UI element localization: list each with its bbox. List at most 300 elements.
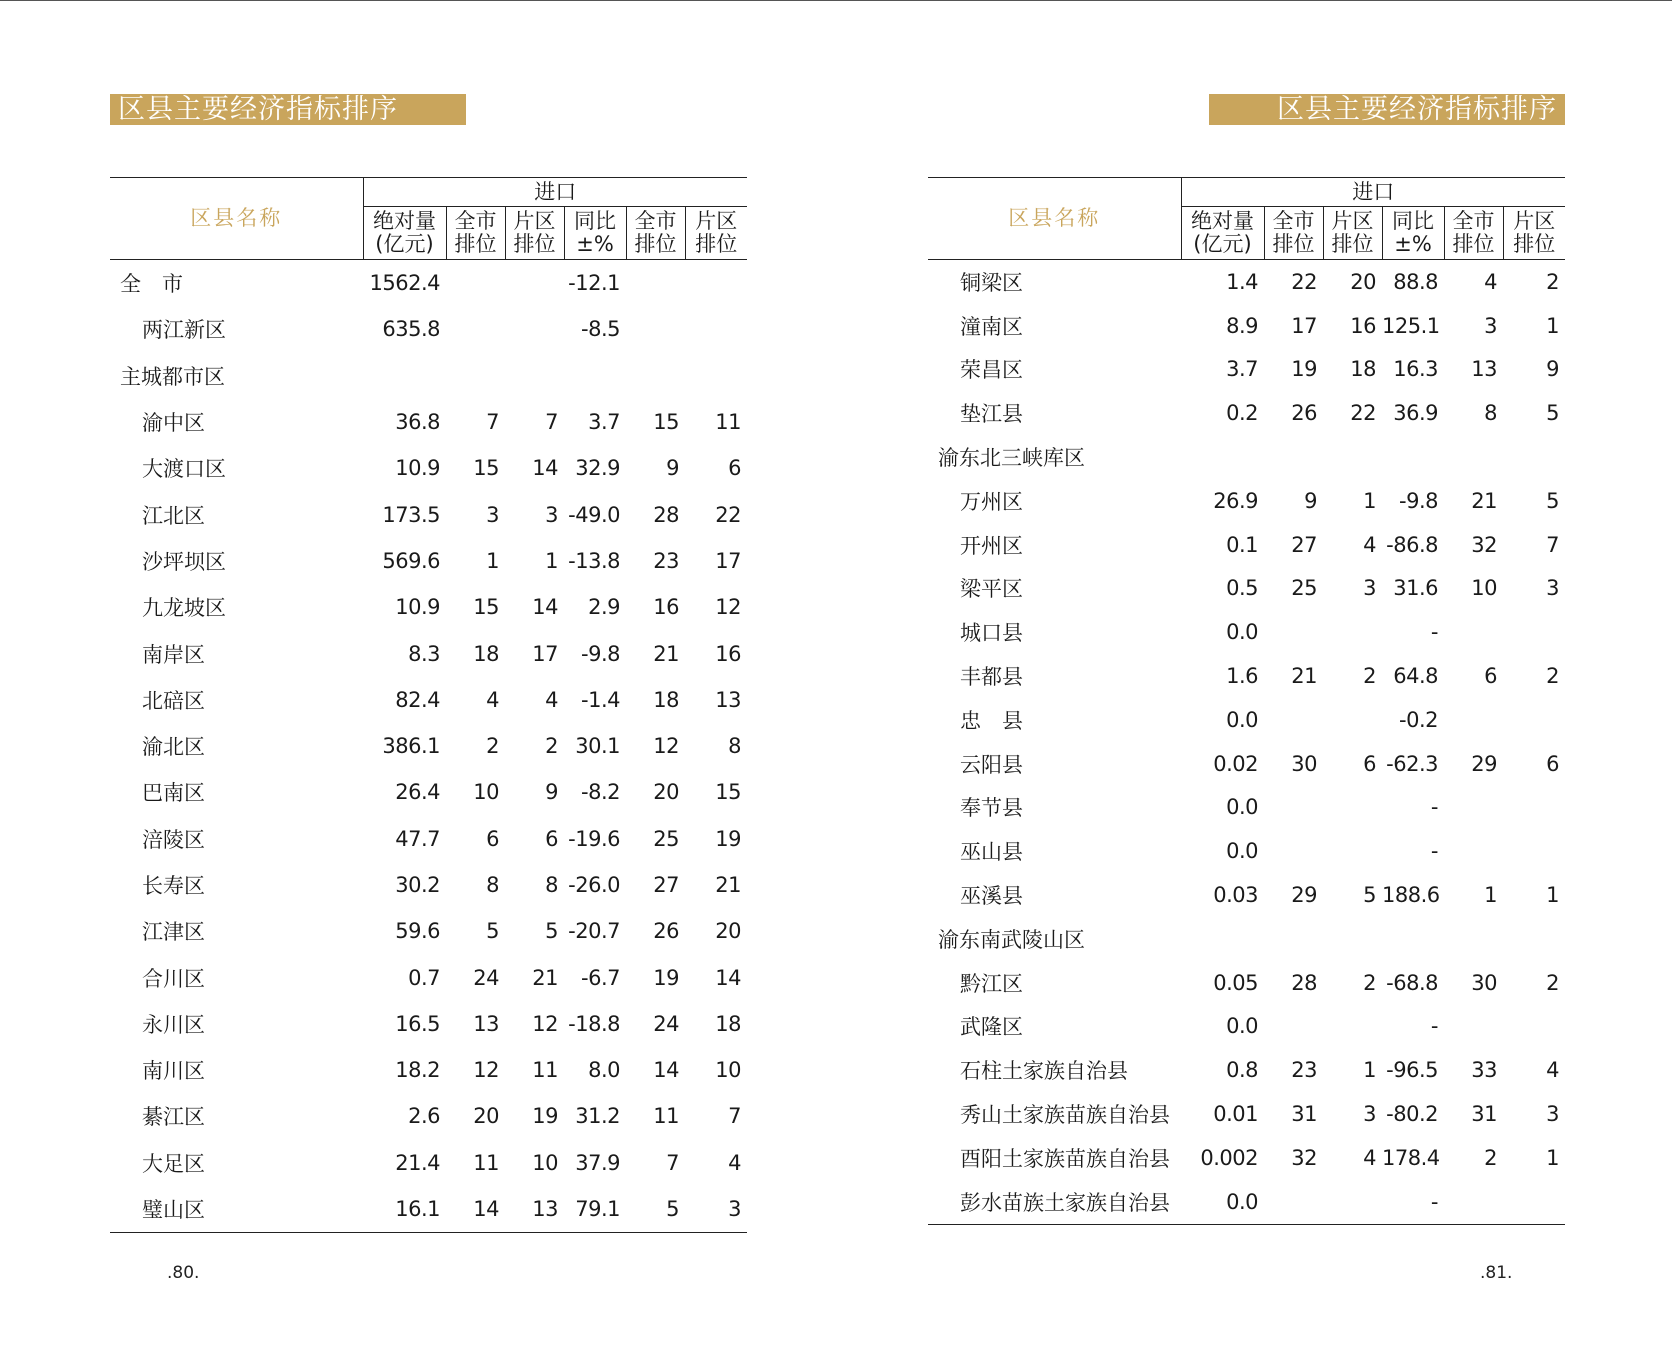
import-value: 18.2: [395, 1058, 440, 1083]
table-row: [110, 306, 747, 352]
yoy-change: -8.5: [581, 317, 620, 342]
city-rank: 8: [486, 873, 499, 897]
yoy-city-rank: [1444, 435, 1503, 479]
city-rank: 25: [1291, 576, 1317, 601]
yoy-zone-rank: 16: [715, 641, 742, 666]
table-row: [928, 698, 1565, 742]
yoy-change: 3.7: [588, 410, 620, 435]
city-rank: 5: [486, 919, 499, 944]
table-row: [110, 1047, 747, 1093]
import-value: 8.9: [1226, 313, 1258, 338]
yoy-zone-rank: 1: [1546, 313, 1560, 338]
district-name: 渝北区: [142, 735, 205, 760]
zone-rank: [505, 260, 564, 307]
import-value: [1181, 435, 1264, 479]
yoy-city-rank: [1444, 786, 1503, 830]
table-row: [110, 1093, 747, 1139]
yoy-city-rank: 23: [653, 548, 679, 573]
yoy-change: -0.2: [1399, 707, 1438, 732]
import-value: 0.7: [408, 965, 440, 990]
page-number: .81.: [1480, 1263, 1513, 1283]
table-row: [110, 954, 747, 1000]
yoy-zone-rank: [1503, 1180, 1565, 1224]
import-value: 47.7: [395, 826, 440, 851]
yoy-city-rank: 27: [653, 873, 679, 897]
district-name: 云阳县: [960, 752, 1023, 777]
district-name: 荣昌区: [960, 358, 1023, 383]
yoy-zone-rank: [685, 353, 747, 399]
yoy-change: -68.8: [1386, 970, 1438, 995]
yoy-city-rank: 15: [653, 410, 679, 435]
yoy-city-rank: [1444, 698, 1503, 742]
zone-rank: 14: [532, 456, 558, 481]
yoy-zone-rank: 17: [715, 548, 742, 573]
yoy-change: -26.0: [568, 873, 620, 897]
column-header: 同比 ±%: [1382, 207, 1444, 260]
yoy-city-rank: 6: [1484, 664, 1497, 689]
import-value: 0.0: [1226, 620, 1258, 645]
district-name: 大足区: [142, 1151, 205, 1176]
city-rank: 27: [1291, 532, 1317, 557]
table-row: [110, 1140, 747, 1186]
zone-rank: [1323, 698, 1382, 742]
city-rank: [1264, 435, 1323, 479]
table-row: [928, 1136, 1565, 1180]
import-ranking-table: [110, 177, 747, 1233]
yoy-city-rank: 7: [666, 1150, 679, 1175]
yoy-city-rank: 21: [653, 641, 679, 666]
yoy-city-rank: 32: [1471, 532, 1497, 557]
district-name: 合川区: [142, 966, 205, 991]
table-row: [928, 917, 1565, 961]
import-value: 0.01: [1213, 1102, 1258, 1127]
yoy-change: 88.8: [1393, 269, 1438, 294]
zone-rank: [505, 353, 564, 399]
yoy-change: 79.1: [564, 1186, 626, 1233]
table-row: [928, 523, 1565, 567]
zone-rank: 6: [1363, 751, 1376, 776]
table-row: [110, 399, 747, 445]
yoy-zone-rank: [1503, 786, 1565, 830]
yoy-zone-rank: [1503, 435, 1565, 479]
yoy-zone-rank: [1503, 829, 1565, 873]
column-header: 同比 ±%: [564, 207, 626, 260]
table-row: [110, 862, 747, 908]
yoy-city-rank: 26: [653, 919, 679, 944]
zone-rank: 2: [545, 734, 558, 759]
zone-rank: 18: [1350, 357, 1376, 382]
yoy-zone-rank: 10: [715, 1058, 742, 1083]
yoy-zone-rank: 4: [1546, 1058, 1560, 1083]
city-rank: 6: [486, 826, 499, 851]
yoy-city-rank: [626, 306, 685, 352]
district-name: 长寿区: [142, 874, 205, 898]
yoy-change: -9.8: [581, 641, 620, 666]
yoy-change: -80.2: [1386, 1102, 1438, 1127]
zone-rank: 21: [532, 965, 558, 990]
yoy-zone-rank: [685, 306, 747, 352]
table-row: [928, 479, 1565, 523]
import-value: 0.1: [1226, 532, 1258, 557]
table-row: [110, 353, 747, 399]
zone-rank: 16: [1350, 313, 1376, 338]
city-rank: 20: [473, 1104, 499, 1129]
district-name: 渝东北三峡库区: [938, 446, 1085, 471]
yoy-zone-rank: 8: [728, 734, 742, 759]
city-rank: 19: [1291, 357, 1317, 382]
table-row: [928, 348, 1565, 392]
zone-rank: 5: [545, 919, 558, 944]
yoy-zone-rank: 19: [715, 826, 742, 851]
district-name: 巴南区: [142, 781, 205, 806]
table-row: [928, 742, 1565, 786]
table-body: [110, 260, 747, 1233]
zone-rank: 4: [545, 687, 558, 712]
zone-rank: 11: [532, 1058, 558, 1083]
zone-rank: [1323, 786, 1382, 830]
import-value: 0.8: [1226, 1058, 1258, 1083]
district-name: 城口县: [960, 621, 1023, 646]
city-rank: 24: [473, 965, 499, 990]
district-name: 渝东南武陵山区: [938, 927, 1085, 952]
yoy-change: -1.4: [581, 687, 620, 712]
table-row: [928, 260, 1565, 304]
district-name-header: 区县名称: [928, 178, 1181, 260]
table-row: [928, 961, 1565, 1005]
yoy-city-rank: [1444, 1180, 1503, 1224]
table-row: [110, 491, 747, 537]
yoy-city-rank: 13: [1471, 357, 1497, 382]
yoy-zone-rank: [1503, 610, 1565, 654]
city-rank: 17: [1291, 313, 1317, 338]
zone-rank: [1323, 917, 1382, 961]
city-rank: 29: [1291, 883, 1317, 908]
city-rank: [446, 260, 505, 307]
zone-rank: 2: [1363, 970, 1376, 995]
import-value: 82.4: [395, 687, 440, 712]
city-rank: [1264, 829, 1323, 873]
city-rank: [1264, 1005, 1323, 1049]
city-rank: 26: [1291, 401, 1317, 426]
yoy-zone-rank: 21: [715, 873, 742, 897]
district-name: 石柱土家族自治县: [960, 1059, 1128, 1084]
district-name: 秀山土家族苗族自治县: [960, 1103, 1170, 1128]
import-value: 26.4: [395, 780, 440, 805]
yoy-zone-rank: 12: [715, 595, 742, 620]
city-rank: 3: [486, 502, 499, 527]
import-value: 0.02: [1213, 751, 1258, 776]
zone-rank: 1: [1363, 1058, 1376, 1083]
city-rank: [1264, 786, 1323, 830]
table-row: [928, 873, 1565, 917]
yoy-change: -: [1430, 795, 1438, 820]
yoy-zone-rank: 13: [715, 687, 742, 712]
import-value: 0.0: [1181, 1180, 1264, 1224]
district-name: 铜梁区: [960, 270, 1023, 295]
column-header: 绝对量 (亿元): [363, 207, 446, 260]
city-rank: [1264, 698, 1323, 742]
yoy-city-rank: 20: [653, 780, 679, 805]
import-value: 0.0: [1226, 707, 1258, 732]
district-name: 梁平区: [960, 577, 1023, 602]
zone-rank: 5: [1363, 883, 1376, 908]
yoy-zone-rank: 3: [685, 1186, 747, 1233]
city-rank: 4: [486, 687, 499, 712]
yoy-change: -9.8: [1399, 488, 1438, 513]
yoy-change: 37.9: [575, 1150, 620, 1175]
yoy-zone-rank: 1: [1546, 883, 1560, 908]
yoy-city-rank: 1: [1484, 883, 1497, 908]
yoy-zone-rank: 2: [1546, 970, 1560, 995]
yoy-city-rank: 4: [1484, 269, 1497, 294]
zone-rank: 3: [1363, 576, 1376, 601]
table-row: [928, 567, 1565, 611]
yoy-city-rank: 2: [1484, 1145, 1497, 1170]
yoy-city-rank: 24: [653, 1011, 679, 1036]
yoy-change: [1382, 917, 1444, 961]
yoy-change: [1382, 435, 1444, 479]
yoy-zone-rank: 6: [728, 456, 742, 481]
yoy-change: -13.8: [568, 548, 620, 573]
table-row: [928, 654, 1565, 698]
city-rank: [1264, 917, 1323, 961]
zone-rank: 2: [1363, 664, 1376, 689]
table-row: [110, 260, 747, 307]
import-group-header: 进口: [363, 178, 747, 207]
table-row: [928, 1092, 1565, 1136]
yoy-zone-rank: 11: [715, 410, 742, 435]
import-value: 1.4: [1226, 269, 1258, 294]
import-value: 59.6: [395, 919, 440, 944]
district-name: 丰都县: [960, 665, 1023, 690]
yoy-city-rank: [1444, 917, 1503, 961]
yoy-zone-rank: 9: [1546, 357, 1560, 382]
section-banner: 区县主要经济指标排序: [1209, 94, 1565, 125]
yoy-zone-rank: 22: [715, 502, 742, 527]
yoy-change: 178.4: [1382, 1145, 1440, 1170]
yoy-city-rank: 9: [666, 456, 679, 481]
city-rank: 12: [473, 1058, 499, 1083]
import-value: 16.5: [395, 1011, 440, 1036]
yoy-change: -: [1430, 620, 1438, 645]
yoy-change: -96.5: [1386, 1058, 1438, 1083]
zone-rank: [1323, 435, 1382, 479]
district-name: 忠 县: [960, 708, 1023, 733]
column-header: 全市 排位: [1444, 207, 1503, 260]
yoy-zone-rank: 14: [715, 965, 742, 990]
yoy-change: 36.9: [1393, 401, 1438, 426]
city-rank: 15: [473, 456, 499, 481]
district-name: 永川区: [142, 1012, 205, 1037]
yoy-zone-rank: 6: [1546, 751, 1560, 776]
import-value: 0.05: [1213, 970, 1258, 995]
yoy-change: -62.3: [1386, 751, 1438, 776]
column-header: 片区 排位: [505, 207, 564, 260]
table-row: [110, 723, 747, 769]
yoy-city-rank: 30: [1471, 970, 1497, 995]
city-rank: 22: [1291, 269, 1317, 294]
yoy-change: 32.9: [575, 456, 620, 481]
city-rank: 18: [473, 641, 499, 666]
column-header: 全市 排位: [446, 207, 505, 260]
import-value: 0.2: [1226, 401, 1258, 426]
district-name: 全 市: [120, 272, 183, 297]
yoy-city-rank: [1444, 1005, 1503, 1049]
table-row: [928, 1048, 1565, 1092]
import-value: 173.5: [382, 502, 440, 527]
import-ranking-table: [928, 177, 1565, 1225]
table-row: [110, 677, 747, 723]
city-rank: 32: [1291, 1145, 1317, 1170]
district-name: 江津区: [142, 920, 205, 945]
import-value: 8.3: [408, 641, 440, 666]
district-name: 南川区: [142, 1059, 205, 1084]
table-row: [110, 630, 747, 676]
zone-rank: [1323, 610, 1382, 654]
table-row: [928, 610, 1565, 654]
table-row: [928, 829, 1565, 873]
table-row: [110, 1186, 747, 1233]
district-name: 綦江区: [142, 1105, 205, 1130]
yoy-change: 16.3: [1393, 357, 1438, 382]
zone-rank: 3: [1363, 1102, 1376, 1127]
zone-rank: 7: [545, 410, 558, 435]
city-rank: [446, 353, 505, 399]
yoy-city-rank: 3: [1484, 313, 1497, 338]
table-row: [928, 786, 1565, 830]
table-row: [110, 538, 747, 584]
district-name: 九龙坡区: [142, 596, 226, 621]
district-name: 万州区: [960, 489, 1023, 514]
city-rank: 11: [473, 1150, 499, 1175]
section-banner: 区县主要经济指标排序: [110, 94, 466, 125]
table-row: [928, 391, 1565, 435]
district-name: 璧山区: [110, 1186, 363, 1233]
import-value: 2.6: [408, 1104, 440, 1129]
column-header: 片区 排位: [685, 207, 747, 260]
yoy-change: 2.9: [588, 595, 620, 620]
yoy-city-rank: 10: [1471, 576, 1497, 601]
yoy-change: -19.6: [568, 826, 620, 851]
district-name: 两江新区: [142, 318, 226, 343]
city-rank: 31: [1291, 1102, 1317, 1127]
yoy-city-rank: 21: [1471, 488, 1497, 513]
yoy-city-rank: 29: [1471, 751, 1497, 776]
zone-rank: 13: [505, 1186, 564, 1233]
district-name: 主城都市区: [120, 364, 225, 389]
table-row: [110, 908, 747, 954]
yoy-change: -86.8: [1386, 532, 1438, 557]
city-rank: 15: [473, 595, 499, 620]
yoy-zone-rank: 20: [715, 919, 742, 944]
yoy-zone-rank: [1503, 917, 1565, 961]
zone-rank: 6: [545, 826, 558, 851]
table-row: [110, 816, 747, 862]
import-value: [363, 353, 446, 399]
column-header: 全市 排位: [626, 207, 685, 260]
district-name: 渝中区: [142, 411, 205, 436]
district-name: 南岸区: [142, 642, 205, 667]
table-row: [110, 445, 747, 491]
import-value: [1181, 917, 1264, 961]
zone-rank: 3: [545, 502, 558, 527]
city-rank: 2: [486, 734, 499, 759]
import-value: 0.5: [1226, 576, 1258, 601]
import-value: 569.6: [382, 548, 440, 573]
zone-rank: 17: [532, 641, 558, 666]
table-body: [928, 260, 1565, 1225]
yoy-city-rank: [1444, 829, 1503, 873]
city-rank: 23: [1291, 1058, 1317, 1083]
yoy-city-rank: 19: [653, 965, 679, 990]
zone-rank: 22: [1350, 401, 1376, 426]
yoy-zone-rank: [1503, 1005, 1565, 1049]
zone-rank: [1323, 1180, 1382, 1224]
city-rank: [1264, 1180, 1323, 1224]
city-rank: 21: [1291, 664, 1317, 689]
district-name: 武隆区: [960, 1015, 1023, 1040]
import-value: 0.0: [1226, 1014, 1258, 1039]
column-header: 全市 排位: [1264, 207, 1323, 260]
zone-rank: 1: [1363, 488, 1376, 513]
table-row: [110, 1001, 747, 1047]
yoy-change: 125.1: [1382, 313, 1440, 338]
district-name: 黔江区: [960, 971, 1023, 996]
table-row: [110, 584, 747, 630]
yoy-city-rank: [626, 353, 685, 399]
yoy-city-rank: 11: [653, 1104, 679, 1129]
district-name-header: 区县名称: [110, 178, 363, 260]
yoy-city-rank: 8: [1484, 401, 1497, 426]
page-right: [836, 0, 1672, 1353]
zone-rank: 4: [1363, 1145, 1376, 1170]
import-value: 21.4: [395, 1150, 440, 1175]
yoy-zone-rank: 2: [1546, 664, 1560, 689]
import-value: 0.0: [1226, 795, 1258, 820]
yoy-change: 8.0: [588, 1058, 620, 1083]
city-rank: 30: [1291, 751, 1317, 776]
district-name: 潼南区: [960, 314, 1023, 339]
column-header: 片区 排位: [1503, 207, 1565, 260]
yoy-city-rank: 28: [653, 502, 679, 527]
zone-rank: 20: [1350, 269, 1376, 294]
district-name: 奉节县: [960, 796, 1023, 821]
zone-rank: 19: [532, 1104, 558, 1129]
import-value: 635.8: [382, 317, 440, 342]
yoy-zone-rank: 3: [1546, 576, 1560, 601]
city-rank: 7: [486, 410, 499, 435]
import-value: 16.1: [363, 1186, 446, 1233]
district-name: 涪陵区: [142, 827, 205, 852]
table-row: [928, 1005, 1565, 1049]
zone-rank: [1323, 1005, 1382, 1049]
import-value: 386.1: [382, 734, 440, 759]
yoy-city-rank: 12: [653, 734, 679, 759]
import-value: 26.9: [1213, 488, 1258, 513]
yoy-zone-rank: 18: [715, 1011, 742, 1036]
city-rank: [446, 306, 505, 352]
import-group-header: 进口: [1181, 178, 1565, 207]
district-name: 彭水苗族土家族自治县: [928, 1180, 1181, 1224]
page-number: .80.: [167, 1263, 200, 1283]
yoy-change: -: [1430, 839, 1438, 864]
yoy-change: 31.6: [1393, 576, 1438, 601]
table-row: [928, 304, 1565, 348]
city-rank: 1: [486, 548, 499, 573]
zone-rank: 1: [545, 548, 558, 573]
yoy-city-rank: 5: [626, 1186, 685, 1233]
city-rank: 10: [473, 780, 499, 805]
